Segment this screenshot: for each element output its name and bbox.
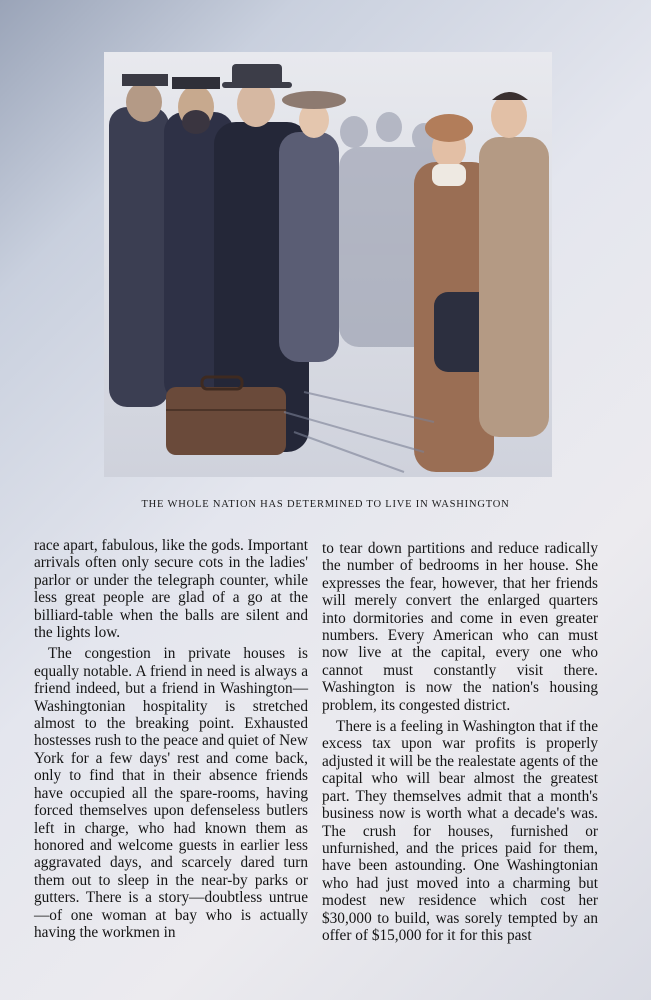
crowd-illustration xyxy=(104,52,552,477)
paragraph: The congestion in private houses is equally notable. A friend in need is always a friend indeed, but a friend in Washington—Washingtonian hospitality is stretched almost to the breaking point. Exhausted hostesses rush to the peace and quiet of New York for a few days' rest and come back, only to find that in their absence friends have occupied all the spare-rooms, having forced themselves upon defenseless butlers left in charge, who had known them as honored and welcome guests in earlier less aggravated days, and scarcely dared turn them out to sleep in the near-by parks or gutters. There is a story—doubtless untrue—of one woman at bay who is actually having the workmen in xyxy=(34,645,308,941)
paragraph: race apart, fabulous, like the gods. Important arrivals often only secure cots in the ladies' parlor or under the telegraph counter, while less great people are glad of a go at the billiard-table when the balls are silent and the lights low. xyxy=(34,537,308,642)
illustration-caption: THE WHOLE NATION HAS DETERMINED TO LIVE IN WASHINGTON xyxy=(141,499,510,510)
paragraph: There is a feeling in Washington that if the excess tax upon war profits is properly adjusted it will be the realestate agents of the capital who will bear almost the greatest part. They themselves admit that a month's business now is worth what a decade's was. The crush for houses, furnished or unfurnished, and the prices paid for them, have been astounding. One Washingtonian who had just moved into a charming but modest new residence which cost her $30,000 to build, was sorely tempted by an offer of $15,000 for it for this past xyxy=(322,718,598,944)
text-column-right xyxy=(322,540,598,944)
text-column-left xyxy=(34,537,308,941)
paragraph: to tear down partitions and reduce radically the number of bedrooms in her house. She expresses the fear, however, that her friends will merely convert the enlarged quarters into dormitories and come in even greater numbers. Every American who can must now live at the capital, every one who cannot must constantly visit there. Washington is now the nation's housing problem, its congested district. xyxy=(322,540,598,714)
bleed-through-text xyxy=(0,39,10,62)
